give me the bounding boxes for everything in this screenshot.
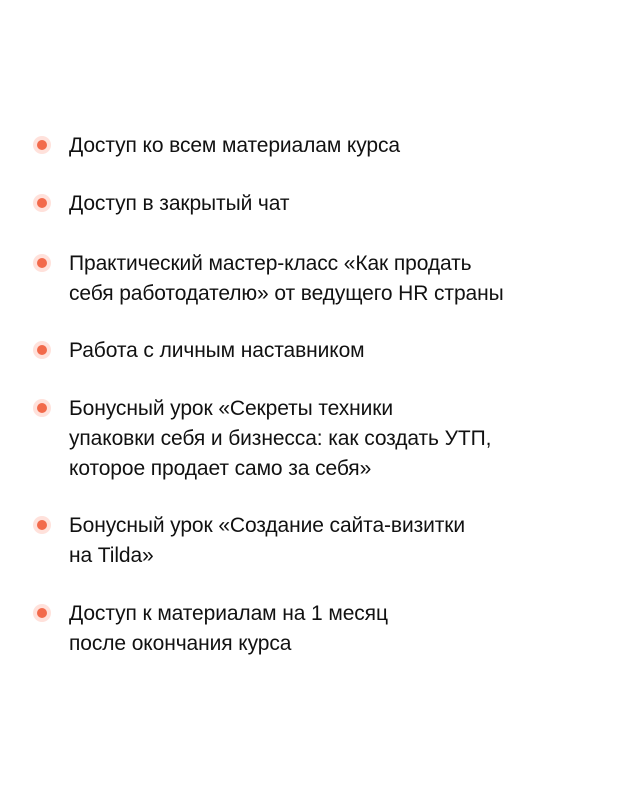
feature-text: Доступ в закрытый чат [69,192,290,215]
bullet-dot-icon [37,198,47,208]
bullet-dot-icon [37,520,47,530]
feature-item-chat [34,189,604,219]
feature-item-bonus-usp [34,394,604,484]
feature-text: Бонусный урок «Создание сайта-визитки на Tilda» [69,514,465,567]
feature-item-bonus-tilda [34,511,604,571]
bullet-dot-icon [37,140,47,150]
feature-item-materials [34,131,604,161]
feature-item-masterclass [34,249,604,309]
feature-text: Работа с личным наставником [69,339,365,362]
feature-item-mentor [34,336,604,366]
bullet-dot-icon [37,345,47,355]
bullet-dot-icon [37,403,47,413]
feature-text: Доступ ко всем материалам курса [69,134,400,157]
bullet-dot-icon [37,608,47,618]
feature-text: Практический мастер-класс «Как продать себя работодателю» от ведущего HR страны [69,252,504,305]
feature-item-access-month [34,599,604,659]
bullet-dot-icon [37,258,47,268]
feature-text: Бонусный урок «Секреты техники упаковки себя и бизнесса: как создать УТП, которое продает само за себя» [69,397,492,480]
feature-text: Доступ к материалам на 1 месяц после окончания курса [69,602,388,655]
